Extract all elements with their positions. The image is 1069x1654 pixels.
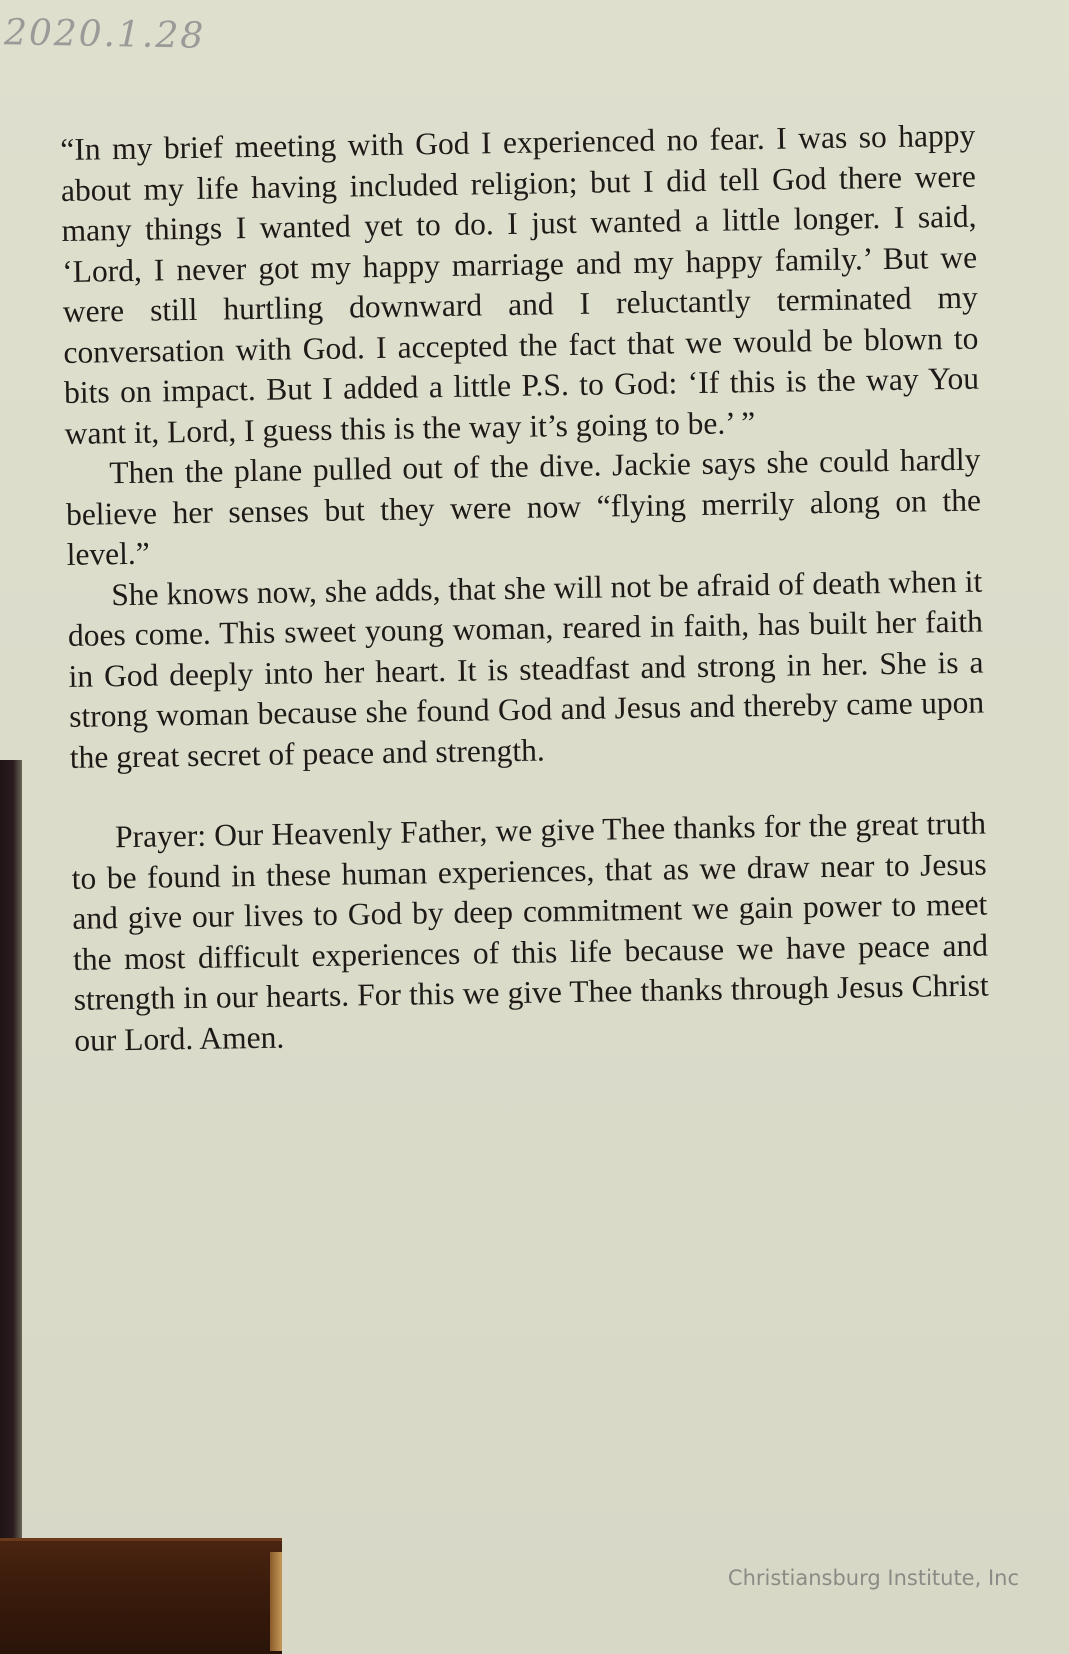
book-cover-edge (270, 1552, 282, 1651)
watermark: Christiansburg Institute, Inc (727, 1566, 1019, 1590)
handwritten-date: 2020.1.28 (3, 12, 206, 57)
prayer-paragraph: Prayer: Our Heavenly Father, we give Thee thanks for the great truth to be found in these human experiences, that as we draw near to Jesus and give our lives to God by deep commitment we gain power to meet the most difficult experiences of this life because we have peace and strength in our hearts. For this we give Thee thanks through Jesus Christ our Lord. Amen. (71, 805, 989, 1058)
page-left-edge-shadow (0, 760, 22, 1540)
plane-paragraph: Then the plane pulled out of the dive. Jackie says she could hardly believe her senses but they were now “flying merrily along on the level.” (65, 441, 982, 572)
quote-paragraph: “In my brief meeting with God I experienced no fear. I was so happy about my life having included religion; but I did tell God there were many things I wanted yet to do. I just wanted a little longer. I said, ‘Lord, I never got my happy marriage and my happy family.’ But we were still hurtling downward and I reluctantly terminated my conversation with God. I accepted the fact that we would be blown to bits on impact. But I added a little P.S. to God: ‘If this is the way You want it, Lord, I guess this is the way it’s going to be.’ ” (60, 117, 980, 451)
page-text (60, 116, 990, 1061)
book-cover-corner (0, 1538, 282, 1654)
faith-paragraph: She knows now, she adds, that she will not be afraid of death when it does come. This sweet young woman, reared in faith, has built her faith in God deeply into her heart. It is steadfast and strong in her. She is a strong woman because she found God and Jesus and thereby came upon the great secret of peace and strength. (67, 563, 985, 775)
